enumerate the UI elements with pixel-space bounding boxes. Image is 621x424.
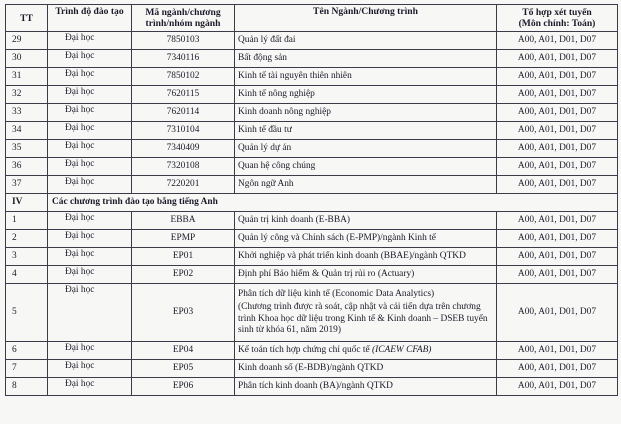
row-name: Bất động sản <box>235 50 497 68</box>
row-combo: A00, A01, D01, D07 <box>497 50 618 68</box>
row-code: EPMP <box>132 230 235 248</box>
row-code: 7340116 <box>132 50 235 68</box>
row-code: 7320108 <box>132 158 235 176</box>
row-name: Kinh tế tài nguyên thiên nhiên <box>235 68 497 86</box>
row-tt: 5 <box>6 284 48 342</box>
row-name: Định phí Bảo hiểm & Quản trị rủi ro (Actuary) <box>235 266 497 284</box>
table-header <box>6 5 618 32</box>
table-row <box>6 32 618 50</box>
row-level: Đại học <box>48 230 132 248</box>
row-name-line1: Phân tích dữ liệu kinh tế (Economic Data Analytics) <box>238 288 435 299</box>
table-row <box>6 248 618 266</box>
row-tt: 35 <box>6 140 48 158</box>
row-name: Kinh tế nông nghiệp <box>235 86 497 104</box>
admission-table <box>5 4 618 396</box>
table-row <box>6 104 618 122</box>
table-row <box>6 266 618 284</box>
row-level: Đại học <box>48 212 132 230</box>
row-tt: 34 <box>6 122 48 140</box>
row-level: Đại học <box>48 176 132 194</box>
row-tt: 30 <box>6 50 48 68</box>
row-name <box>235 342 497 360</box>
header-combo-line2: (Môn chính: Toán) <box>518 18 596 29</box>
row-name: Kinh tế đầu tư <box>235 122 497 140</box>
section-number: IV <box>6 194 48 212</box>
row-tt: 6 <box>6 342 48 360</box>
header-code: Mã ngành/chương trình/nhóm ngành <box>132 5 235 32</box>
row-name: Quản lý đất đai <box>235 32 497 50</box>
row-code: 7850102 <box>132 68 235 86</box>
row-level: Đại học <box>48 158 132 176</box>
row-code: 7850103 <box>132 32 235 50</box>
table-row <box>6 342 618 360</box>
row-tt: 31 <box>6 68 48 86</box>
section-row <box>6 194 618 212</box>
row-code: 7620115 <box>132 86 235 104</box>
row-code: EP02 <box>132 266 235 284</box>
row-combo: A00, A01, D01, D07 <box>497 86 618 104</box>
row-level: Đại học <box>48 86 132 104</box>
row-level: Đại học <box>48 342 132 360</box>
row-name: Khởi nghiệp và phát triển kinh doanh (BBAE)/ngành QTKD <box>235 248 497 266</box>
row-tt: 36 <box>6 158 48 176</box>
row-combo: A00, A01, D01, D07 <box>497 122 618 140</box>
row-tt: 1 <box>6 212 48 230</box>
row-level: Đại học <box>48 284 132 342</box>
row-code: EP03 <box>132 284 235 342</box>
row-combo: A00, A01, D01, D07 <box>497 230 618 248</box>
row-code: EP01 <box>132 248 235 266</box>
row-combo: A00, A01, D01, D07 <box>497 158 618 176</box>
row-tt: 29 <box>6 32 48 50</box>
row-name: Phân tích kinh doanh (BA)/ngành QTKD <box>235 378 497 396</box>
header-level: Trình độ đào tạo <box>48 5 132 32</box>
table-row <box>6 230 618 248</box>
row-tt: 32 <box>6 86 48 104</box>
row-code: EBBA <box>132 212 235 230</box>
row-name: Ngôn ngữ Anh <box>235 176 497 194</box>
table-row <box>6 158 618 176</box>
row-combo: A00, A01, D01, D07 <box>497 378 618 396</box>
row-level: Đại học <box>48 360 132 378</box>
row-code: 7310104 <box>132 122 235 140</box>
header-combo-line1: Tổ hợp xét tuyển <box>522 7 592 18</box>
table-row <box>6 176 618 194</box>
row-code: EP06 <box>132 378 235 396</box>
row-level: Đại học <box>48 248 132 266</box>
row-level: Đại học <box>48 50 132 68</box>
row-code: 7220201 <box>132 176 235 194</box>
table-row <box>6 122 618 140</box>
table-row <box>6 284 618 342</box>
row-level: Đại học <box>48 32 132 50</box>
row-code: 7340409 <box>132 140 235 158</box>
row-name-italic: (ICAEW CFAB) <box>371 345 432 355</box>
row-level: Đại học <box>48 378 132 396</box>
row-combo: A00, A01, D01, D07 <box>497 248 618 266</box>
row-code: EP04 <box>132 342 235 360</box>
row-combo: A00, A01, D01, D07 <box>497 342 618 360</box>
row-combo: A00, A01, D01, D07 <box>497 284 618 342</box>
row-combo: A00, A01, D01, D07 <box>497 266 618 284</box>
row-code: EP05 <box>132 360 235 378</box>
row-name: Quản lý dự án <box>235 140 497 158</box>
row-tt: 37 <box>6 176 48 194</box>
table-row <box>6 140 618 158</box>
row-tt: 2 <box>6 230 48 248</box>
row-name: Quản lý công và Chính sách (E-PMP)/ngành Kinh tế <box>235 230 497 248</box>
table-row <box>6 86 618 104</box>
row-combo: A00, A01, D01, D07 <box>497 68 618 86</box>
header-combo <box>497 5 618 32</box>
row-tt: 7 <box>6 360 48 378</box>
row-combo: A00, A01, D01, D07 <box>497 212 618 230</box>
row-name-note: (Chương trình được rà soát, cập nhật và cải tiến dựa trên chương trình Khoa học dữ liệu trong Kinh tế & Kinh doanh – DSEB tuyển sinh từ khóa 61, năm 2019) <box>238 302 488 335</box>
row-level: Đại học <box>48 140 132 158</box>
table-row <box>6 360 618 378</box>
header-name: Tên Ngành/Chương trình <box>235 5 497 32</box>
row-tt: 33 <box>6 104 48 122</box>
row-name-main: Kế toán tích hợp chứng chỉ quốc tế <box>238 345 372 355</box>
table-row <box>6 68 618 86</box>
row-tt: 3 <box>6 248 48 266</box>
row-tt: 8 <box>6 378 48 396</box>
row-name: Quản trị kinh doanh (E-BBA) <box>235 212 497 230</box>
row-name: Kinh doanh số (E-BDB)/ngành QTKD <box>235 360 497 378</box>
row-level: Đại học <box>48 266 132 284</box>
table-row <box>6 378 618 396</box>
row-combo: A00, A01, D01, D07 <box>497 176 618 194</box>
section-title: Các chương trình đào tạo bằng tiếng Anh <box>48 194 618 212</box>
row-level: Đại học <box>48 104 132 122</box>
table-row <box>6 212 618 230</box>
row-name: Kinh doanh nông nghiệp <box>235 104 497 122</box>
row-level: Đại học <box>48 68 132 86</box>
row-combo: A00, A01, D01, D07 <box>497 104 618 122</box>
row-level: Đại học <box>48 122 132 140</box>
header-tt: TT <box>6 5 48 32</box>
row-tt: 4 <box>6 266 48 284</box>
row-combo: A00, A01, D01, D07 <box>497 32 618 50</box>
row-name: Quan hệ công chúng <box>235 158 497 176</box>
row-name <box>235 284 497 342</box>
row-combo: A00, A01, D01, D07 <box>497 360 618 378</box>
table-row <box>6 50 618 68</box>
row-combo: A00, A01, D01, D07 <box>497 140 618 158</box>
row-code: 7620114 <box>132 104 235 122</box>
